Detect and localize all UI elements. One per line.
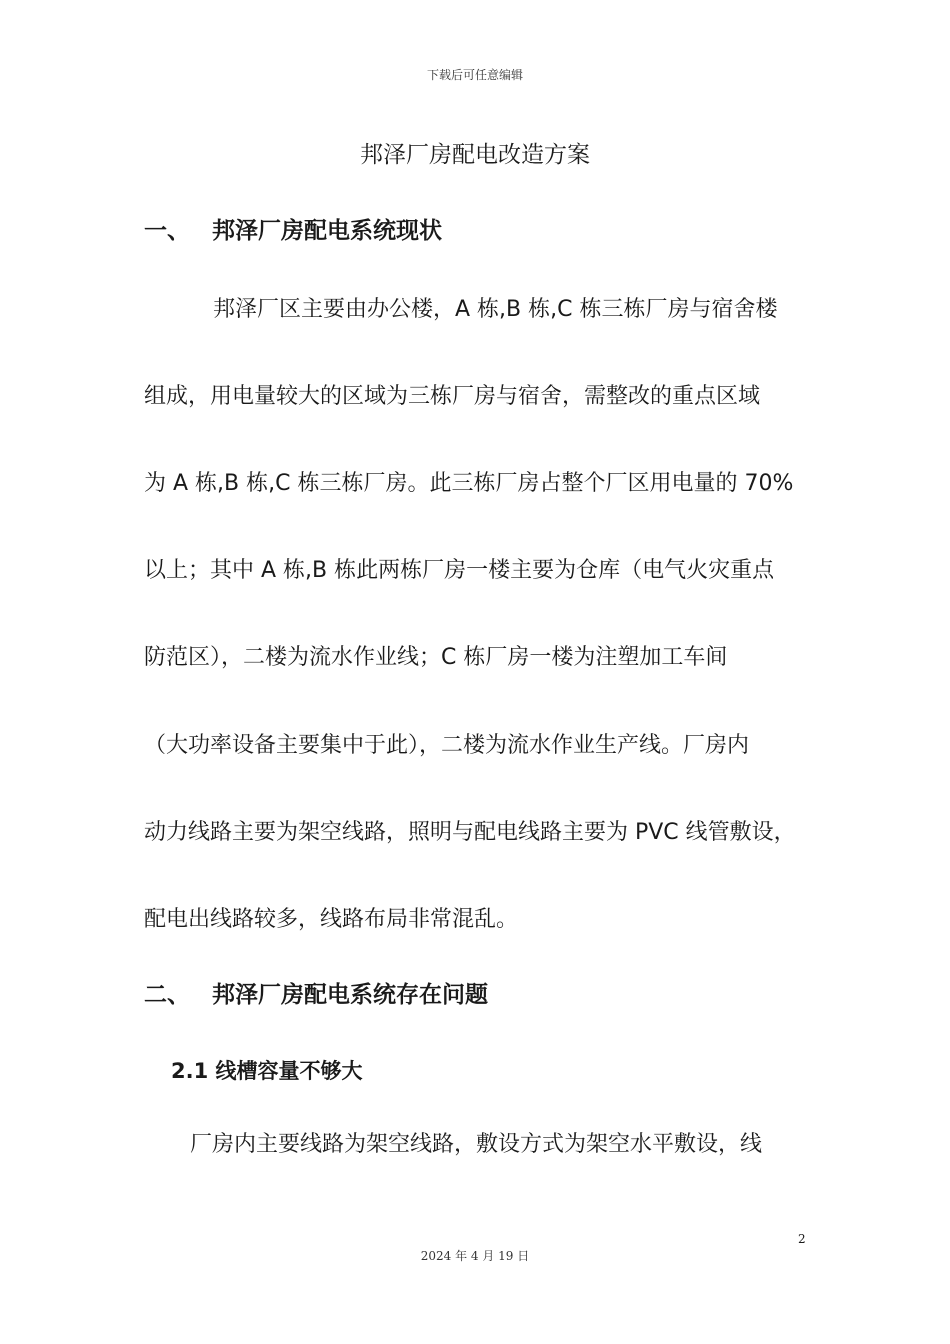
paragraph-line: 以上；其中 A 栋,B 栋此两栋厂房一楼主要为仓库（电气火灾重点 <box>144 558 775 583</box>
page-number: 2 <box>798 1232 806 1246</box>
section-1-title: 邦泽厂房配电系统现状 <box>212 218 442 244</box>
subsection-heading: 2.1 线槽容量不够大 <box>171 1059 363 1083</box>
page-footer-date: 2024 年 4 月 19 日 <box>420 1249 530 1263</box>
paragraph-line: 动力线路主要为架空线路，照明与配电线路主要为 PVC 线管敷设， <box>144 820 796 845</box>
section-2-title: 邦泽厂房配电系统存在问题 <box>212 982 488 1008</box>
paragraph-line: 防范区），二楼为流水作业线；C 栋厂房一楼为注塑加工车间 <box>144 645 728 670</box>
section-1-number: 一、 <box>144 218 190 244</box>
paragraph-line: 组成，用电量较大的区域为三栋厂房与宿舍，需整改的重点区域 <box>144 384 761 409</box>
paragraph-line: （大功率设备主要集中于此），二楼为流水作业生产线。厂房内 <box>144 733 750 758</box>
section-1-heading <box>144 212 442 245</box>
paragraph-line: 为 A 栋,B 栋,C 栋三栋厂房。此三栋厂房占整个厂区用电量的 70% <box>144 471 794 496</box>
paragraph-line: 邦泽厂区主要由办公楼，A 栋,B 栋,C 栋三栋厂房与宿舍楼 <box>213 297 778 322</box>
paragraph-line: 配电出线路较多，线路布局非常混乱。 <box>144 907 519 932</box>
section-2-heading <box>144 976 488 1009</box>
section-2-number: 二、 <box>144 982 190 1008</box>
document-title: 邦泽厂房配电改造方案 <box>360 142 590 168</box>
page-header: 下载后可任意编辑 <box>426 68 523 82</box>
paragraph-line: 厂房内主要线路为架空线路，敷设方式为架空水平敷设，线 <box>190 1132 763 1157</box>
